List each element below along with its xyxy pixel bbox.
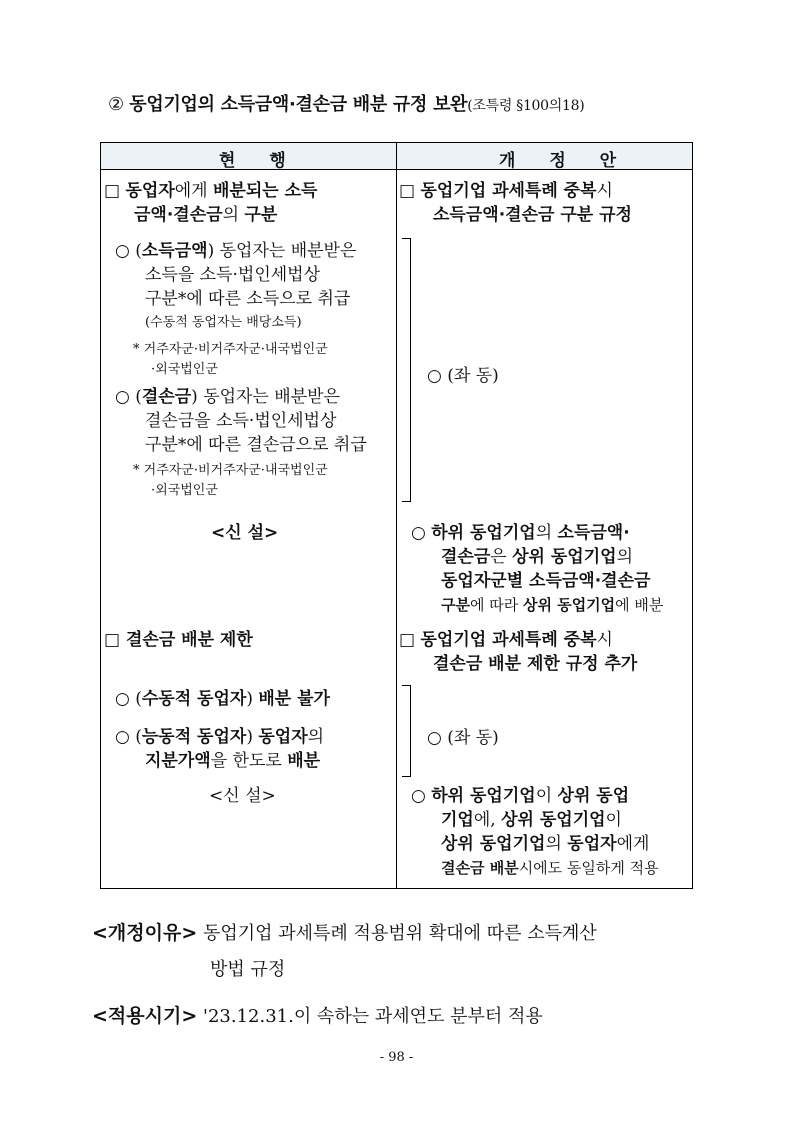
header-revised: 개 정 안 [499, 151, 631, 171]
left-section-1: □ 동업자에게 배분되는 소득 금액·결손금의 구분 [104, 181, 318, 225]
bracket-left-2 [402, 685, 411, 777]
right-section-2: □ 동업기업 과세특례 중복시 결손금 배분 제한 규정 추가 [399, 630, 638, 674]
left-bullet-active: ○ (능동적 동업자) 동업자의 지분가액을 한도로 배분 [115, 727, 325, 771]
header-current: 현 행 [219, 151, 300, 171]
right-same-1: ○ (좌 동) [427, 366, 499, 386]
page-number: - 98 - [379, 1050, 414, 1065]
legal-reference: (조특령 §100의18) [467, 98, 585, 114]
effective-label: <적용시기> [92, 1005, 198, 1027]
left-bullet-loss: ○ (결손금) 동업자는 배분받은 결손금을 소득·법인세법상 구분*에 따른 결손금으로 취급 [115, 387, 367, 455]
section-number: ② [108, 94, 124, 115]
bracket-left-1 [402, 238, 411, 502]
right-section-1: □ 동업기업 과세특례 중복시 소득금액·결손금 구분 규정 [399, 181, 632, 225]
section-heading: 동업기업의 소득금액·결손금 배분 규정 보완 [129, 94, 468, 115]
left-new-1: <신 설> [211, 523, 279, 543]
right-bullet-income: ○ 하위 동업기업의 소득금액· 결손금은 상위 동업기업의 동업자군별 소득금액·결손금 구분에 따라 상위 동업기업에 배분 [411, 523, 664, 614]
column-divider [396, 143, 397, 888]
left-note-2: * 거주자군·비거주자군·내국법인군 ·외국법인군 [133, 463, 328, 498]
comparison-table [100, 142, 693, 889]
left-bullet-passive: ○ (수동적 동업자) 배분 불가 [115, 689, 330, 709]
left-new-2: <신 설> [209, 786, 276, 806]
right-same-2: ○ (좌 동) [427, 728, 499, 748]
left-bullet-income: ○ (소득금액) 동업자는 배분받은 소득을 소득·법인세법상 구분*에 따른 소득으로 취급 (수동적 동업자는 배당소득) [115, 241, 357, 330]
reason-label: <개정이유> [92, 922, 198, 944]
left-note-1: * 거주자군·비거주자군·내국법인군 ·외국법인군 [133, 342, 328, 377]
section-title [108, 90, 584, 116]
left-section-2: □ 결손금 배분 제한 [104, 630, 253, 650]
reason-block: <개정이유> 동업기업 과세특례 적용범위 확대에 따른 소득계산 방법 규정 [92, 922, 597, 980]
effective-block: <적용시기> '23.12.31.이 속하는 과세연도 분부터 적용 [92, 1005, 543, 1027]
right-bullet-loss: ○ 하위 동업기업이 상위 동업 기업에, 상위 동업기업이 상위 동업기업의 동업자에게 결손금 배분시에도 동일하게 적용 [411, 786, 659, 877]
